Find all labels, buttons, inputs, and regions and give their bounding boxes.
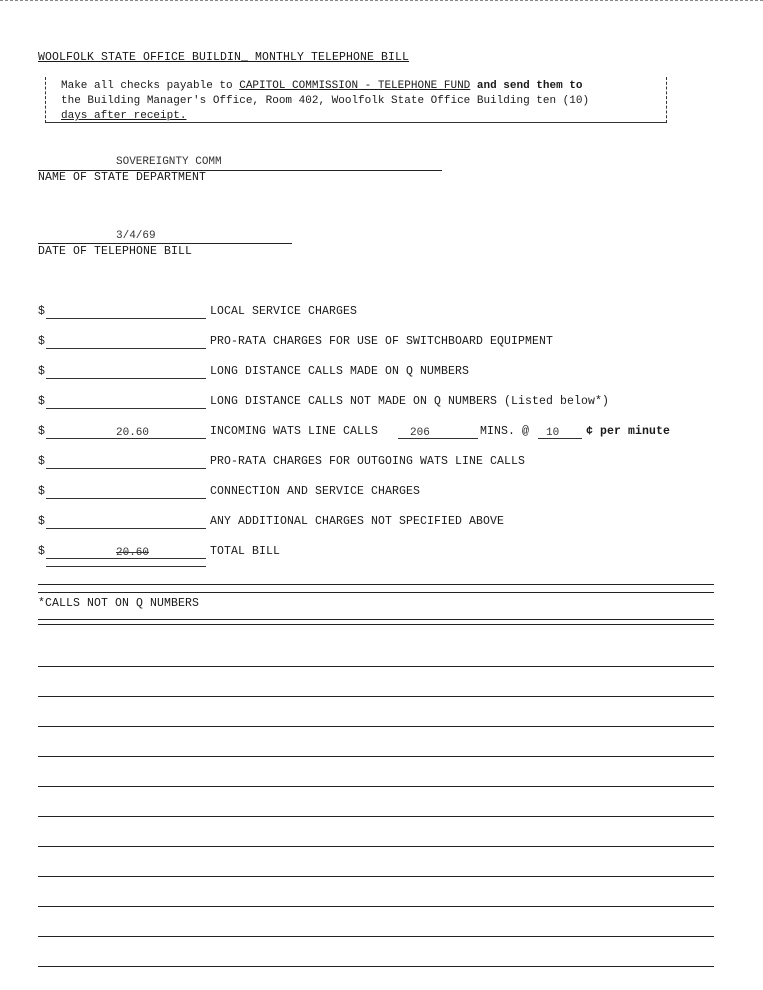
notice-line-3: days after receipt. bbox=[61, 110, 187, 122]
currency-symbol: $ bbox=[38, 395, 46, 408]
label-switchboard: PRO-RATA CHARGES FOR USE OF SWITCHBOARD EQUIPMENT bbox=[210, 335, 554, 348]
amount-blank-local bbox=[46, 318, 206, 319]
currency-symbol: $ bbox=[38, 425, 46, 438]
listing-line bbox=[38, 786, 714, 787]
label-ld-not-q: LONG DISTANCE CALLS NOT MADE ON Q NUMBERS (Listed below*) bbox=[210, 395, 610, 408]
label-local-service: LOCAL SERVICE CHARGES bbox=[210, 305, 358, 318]
section-rule bbox=[38, 592, 714, 593]
page-edge bbox=[0, 0, 763, 1]
bill-date-underline bbox=[38, 243, 292, 244]
label-connection: CONNECTION AND SERVICE CHARGES bbox=[210, 485, 421, 498]
currency-symbol: $ bbox=[38, 485, 46, 498]
currency-symbol: $ bbox=[38, 545, 46, 558]
label-ld-q: LONG DISTANCE CALLS MADE ON Q NUMBERS bbox=[210, 365, 470, 378]
notice-line-2: the Building Manager's Office, Room 402, Woolfolk State Office Building ten (10) bbox=[61, 95, 590, 107]
label-wats-outgoing: PRO-RATA CHARGES FOR OUTGOING WATS LINE CALLS bbox=[210, 455, 526, 468]
amount-blank-additional bbox=[46, 528, 206, 529]
label-wats-incoming: INCOMING WATS LINE CALLS bbox=[210, 425, 379, 438]
notice-payee: CAPITOL COMMISSION - TELEPHONE FUND bbox=[239, 80, 471, 92]
listing-line bbox=[38, 816, 714, 817]
listing-line bbox=[38, 906, 714, 907]
section-rule bbox=[38, 584, 714, 585]
wats-mins-label: MINS. @ bbox=[480, 425, 530, 438]
listing-line bbox=[38, 846, 714, 847]
section-rule bbox=[38, 619, 714, 620]
amount-blank-wats-outgoing bbox=[46, 468, 206, 469]
bill-date-value: 3/4/69 bbox=[116, 230, 156, 242]
department-label: NAME OF STATE DEPARTMENT bbox=[38, 171, 207, 184]
notice-line-1-pre: Make all checks payable to bbox=[61, 80, 240, 92]
amount-wats-incoming: 20.60 bbox=[116, 427, 150, 439]
currency-symbol: $ bbox=[38, 455, 46, 468]
listing-line bbox=[38, 876, 714, 877]
form-title: WOOLFOLK STATE OFFICE BUILDIN_ MONTHLY TELEPHONE BILL bbox=[38, 51, 410, 64]
bill-date-label: DATE OF TELEPHONE BILL bbox=[38, 245, 193, 258]
department-value: SOVEREIGNTY COMM bbox=[116, 156, 222, 168]
amount-blank-ld-q bbox=[46, 378, 206, 379]
label-total: TOTAL BILL bbox=[210, 545, 281, 558]
payment-notice-box bbox=[45, 77, 667, 123]
listing-line bbox=[38, 936, 714, 937]
wats-mins-value: 206 bbox=[410, 427, 430, 439]
currency-symbol: $ bbox=[38, 365, 46, 378]
listing-line bbox=[38, 666, 714, 667]
currency-symbol: $ bbox=[38, 305, 46, 318]
calls-not-on-q-heading: *CALLS NOT ON Q NUMBERS bbox=[38, 597, 200, 610]
amount-blank-ld-not-q bbox=[46, 408, 206, 409]
notice-line-1-post: and send them to bbox=[470, 80, 583, 92]
amount-blank-switchboard bbox=[46, 348, 206, 349]
listing-line bbox=[38, 756, 714, 757]
total-double-underline bbox=[46, 566, 206, 567]
amount-total: 20.60 bbox=[116, 547, 150, 559]
wats-rate-label: ¢ per minute bbox=[586, 425, 671, 438]
notice-line-1 bbox=[61, 80, 583, 92]
currency-symbol: $ bbox=[38, 335, 46, 348]
amount-blank-connection bbox=[46, 498, 206, 499]
label-additional: ANY ADDITIONAL CHARGES NOT SPECIFIED ABOVE bbox=[210, 515, 505, 528]
listing-line bbox=[38, 726, 714, 727]
listing-line bbox=[38, 966, 714, 967]
wats-rate-blank bbox=[538, 438, 582, 439]
wats-rate-value: 10 bbox=[546, 427, 560, 439]
listing-line bbox=[38, 696, 714, 697]
section-rule bbox=[38, 624, 714, 625]
currency-symbol: $ bbox=[38, 515, 46, 528]
